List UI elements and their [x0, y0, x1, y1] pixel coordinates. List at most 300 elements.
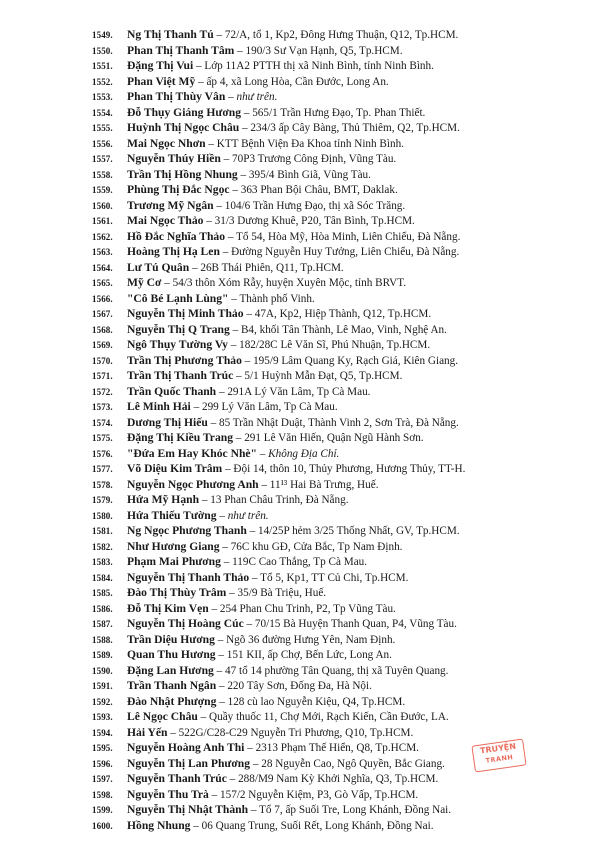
- entry-name: Trần Thị Thanh Trúc: [127, 369, 234, 382]
- entry-text: [127, 275, 406, 292]
- entry-name: Nguyễn Hoàng Anh Thi: [127, 741, 245, 754]
- entry-number: 1556.: [92, 138, 113, 149]
- list-item: [92, 601, 582, 617]
- list-item: [92, 539, 582, 555]
- entry-name: Đặng Thị Vui: [127, 59, 194, 72]
- entry-separator: –: [258, 478, 270, 491]
- entry-number: 1562.: [92, 231, 113, 242]
- entry-number: 1597.: [92, 774, 113, 784]
- entry-address: 14/25P hẻm 3/25 Thống Nhất, GV, Tp.HCM.: [257, 525, 460, 537]
- entry-separator: –: [233, 370, 245, 382]
- entry-separator: –: [229, 184, 241, 196]
- entry-text: [127, 105, 425, 122]
- entry-separator: –: [216, 509, 228, 522]
- entry-number: 1588.: [92, 634, 113, 645]
- entry-name: Lư Tú Quân: [127, 260, 190, 274]
- entry-address: 220 Tây Sơn, Đống Đa, Hà Nội.: [227, 680, 372, 692]
- entry-address: 72/A, tổ 1, Kp2, Đông Hưng Thuận, Q12, Tp.HCM.: [224, 29, 459, 41]
- list-item: [92, 554, 582, 570]
- entry-text: [127, 198, 405, 215]
- entry-separator: –: [237, 168, 249, 181]
- entry-name: Hoàng Thị Hạ Len: [127, 245, 220, 258]
- entry-separator: –: [227, 339, 240, 351]
- entry-address: 195/9 Lâm Quang Ky, Rạch Giá, Kiên Giang.: [253, 354, 459, 367]
- entry-text: [127, 554, 367, 571]
- entry-name: Trần Quốc Thanh: [127, 384, 217, 398]
- entry-text: [127, 616, 457, 633]
- entry-name: Hứa Thiếu Tường: [127, 508, 217, 522]
- list-item: [92, 182, 582, 198]
- entry-number: 1557.: [92, 154, 113, 164]
- entry-address: 104/6 Trần Hưng Đạo, thị xã Sóc Trăng.: [224, 199, 406, 212]
- entry-text: [127, 508, 269, 525]
- entry-text: [127, 43, 403, 60]
- entry-separator: –: [214, 633, 227, 646]
- entry-number: 1574.: [92, 417, 113, 428]
- entry-address: B4, khối Tân Thành, Lê Mao, Vinh, Nghệ An.: [240, 323, 447, 336]
- list-item: [92, 647, 582, 663]
- entry-number: 1575.: [92, 433, 113, 443]
- entry-text: [127, 415, 459, 432]
- entry-address: như trên.: [227, 509, 269, 522]
- entry-name: Trần Thị Hồng Nhung: [127, 167, 238, 181]
- entry-number: 1561.: [92, 216, 113, 226]
- list-item: [92, 523, 582, 539]
- entry-separator: –: [203, 215, 215, 227]
- entry-address: 47 tổ 14 phường Tân Quang, thị xã Tuyên Quang.: [225, 664, 449, 677]
- entry-separator: –: [190, 819, 202, 832]
- entry-number: 1576.: [92, 448, 113, 459]
- entry-address: 06 Quang Trung, Suối Rết, Long Khánh, Đồng Nai.: [201, 819, 434, 832]
- list-item: [92, 89, 582, 105]
- entry-address: Thành phố Vinh.: [239, 292, 315, 305]
- entry-text: [127, 229, 460, 246]
- entry-list: [92, 27, 582, 833]
- entry-address: 291A Lý Văn Lâm, Tp Cà Mau.: [227, 385, 371, 398]
- entry-text: [127, 477, 379, 494]
- entry-text: [127, 151, 396, 168]
- list-item: [92, 570, 582, 586]
- entry-text: [127, 399, 338, 416]
- entry-number: 1586.: [92, 603, 113, 614]
- entry-name: Trương Mỹ Ngân: [127, 198, 214, 212]
- entry-number: 1570.: [92, 355, 113, 366]
- entry-name: "Cô Bé Lạnh Lùng": [127, 291, 229, 305]
- entry-number: 1592.: [92, 696, 113, 707]
- entry-separator: –: [189, 261, 201, 274]
- entry-separator: –: [213, 29, 225, 41]
- entry-name: Trần Thị Phương Thảo: [127, 353, 242, 367]
- entry-separator: –: [205, 137, 217, 150]
- entry-address: Tổ 54, Hòa Mỹ, Hòa Minh, Liên Chiểu, Đà Nẵng.: [236, 230, 461, 243]
- entry-text: [127, 353, 458, 370]
- entry-text: [127, 120, 460, 137]
- entry-separator: –: [208, 788, 221, 801]
- list-item: [92, 306, 582, 322]
- entry-number: 1583.: [92, 557, 113, 567]
- entry-text: [127, 570, 408, 587]
- entry-number: 1580.: [92, 510, 113, 521]
- entry-text: [127, 694, 405, 711]
- entry-address: Không Địa Chỉ.: [268, 447, 340, 460]
- list-item: [92, 43, 582, 59]
- entry-text: [127, 430, 424, 447]
- entry-text: [127, 58, 434, 75]
- entry-name: Đặng Thị Kiều Trang: [127, 431, 233, 444]
- entry-number: 1579.: [92, 495, 113, 505]
- entry-name: Mai Ngọc Thảo: [127, 214, 204, 227]
- entry-text: [127, 647, 392, 664]
- entry-name: Nguyễn Thu Trà: [127, 787, 209, 801]
- entry-separator: –: [243, 618, 255, 630]
- entry-name: "Đứa Em Hay Khóc Nhè": [127, 446, 257, 460]
- list-item: [92, 818, 582, 834]
- entry-text: [127, 306, 431, 323]
- entry-name: Hồng Nhung: [127, 818, 191, 832]
- list-item: [92, 291, 582, 307]
- entry-address: ấp 4, xã Long Hòa, Cần Đước, Long An.: [206, 75, 389, 88]
- entry-separator: –: [220, 153, 233, 165]
- list-item: [92, 198, 582, 214]
- entry-number: 1581.: [92, 526, 113, 536]
- entry-address: Lớp 11A2 PTTH thị xã Ninh Bình, tỉnh Ninh Bình.: [204, 60, 434, 72]
- list-item: [92, 725, 582, 741]
- list-item: [92, 136, 582, 152]
- entry-text: [127, 27, 458, 44]
- entry-name: Ng Ngọc Phương Thanh: [127, 524, 247, 537]
- entry-name: Nguyễn Thị Nhật Thành: [127, 803, 249, 816]
- entry-name: Đặng Lan Hương: [127, 663, 214, 677]
- entry-separator: –: [226, 587, 238, 599]
- entry-text: [127, 182, 398, 199]
- entry-number: 1584.: [92, 572, 113, 583]
- entry-text: [127, 632, 395, 649]
- entry-name: Phùng Thị Đắc Ngọc: [127, 183, 230, 196]
- entry-text: [127, 446, 339, 463]
- entry-separator: –: [193, 60, 205, 72]
- entry-address: 151 KII, ấp Chợ, Bến Lức, Long An.: [226, 649, 392, 661]
- entry-text: [127, 601, 396, 618]
- entry-name: Phan Thị Thùy Vân: [127, 90, 226, 103]
- list-item: [92, 399, 582, 415]
- entry-address: Quầy thuốc 11, Chợ Mới, Rạch Kiến, Cần Đước, LA.: [209, 711, 449, 723]
- list-item: [92, 167, 582, 183]
- entry-address: 31/3 Dương Khuê, P20, Tân Bình, Tp.HCM.: [214, 215, 415, 227]
- entry-name: Nguyễn Ngọc Phương Anh: [127, 477, 259, 491]
- entry-name: Phan Thị Thanh Tâm: [127, 43, 235, 57]
- entry-number: 1550.: [92, 45, 113, 56]
- entry-address: 157/2 Nguyễn Kiệm, P3, Gò Vấp, Tp.HCM.: [220, 788, 419, 801]
- entry-number: 1549.: [92, 30, 113, 40]
- entry-name: Lê Ngọc Châu: [127, 710, 198, 723]
- entry-name: Ng Thị Thanh Tú: [127, 28, 214, 41]
- entry-address: 70/15 Bà Huyện Thanh Quan, P4, Vũng Tàu.: [254, 618, 457, 630]
- entry-name: Nguyễn Thị Hoàng Cúc: [127, 617, 244, 630]
- entry-separator: –: [225, 230, 237, 243]
- entry-number: 1593.: [92, 712, 113, 722]
- entry-name: Trần Diệu Hương: [127, 632, 215, 646]
- entry-text: [127, 384, 370, 401]
- entry-name: Nguyễn Thị Minh Thảo: [127, 307, 244, 320]
- entry-number: 1554.: [92, 107, 113, 118]
- list-item: [92, 27, 582, 43]
- entry-text: [127, 136, 404, 153]
- entry-address: 11¹³ Hai Bà Trưng, Huế.: [269, 478, 379, 491]
- entry-number: 1594.: [92, 727, 113, 738]
- entry-name: Đỗ Thị Kim Vẹn: [127, 601, 209, 615]
- entry-separator: –: [216, 695, 228, 708]
- entry-address: Ngõ 36 đường Hưng Yên, Nam Định.: [226, 633, 396, 646]
- entry-separator: –: [216, 680, 228, 692]
- entry-number: 1565.: [92, 278, 113, 288]
- entry-name: Võ Diệu Kim Trâm: [127, 462, 223, 475]
- entry-text: [127, 678, 372, 695]
- entry-address: 28 Nguyễn Cao, Ngô Quyền, Bắc Giang.: [261, 757, 445, 770]
- entry-address: 85 Trần Nhật Duật, Thành Vinh 2, Sơn Trà, Đà Nẵng.: [219, 416, 459, 429]
- entry-number: 1599.: [92, 805, 113, 815]
- entry-separator: –: [215, 649, 227, 661]
- entry-number: 1558.: [92, 169, 113, 180]
- list-item: [92, 244, 582, 260]
- entry-separator: –: [248, 804, 260, 816]
- entry-number: 1590.: [92, 665, 113, 676]
- entry-separator: –: [246, 525, 258, 537]
- list-item: [92, 632, 582, 648]
- entry-name: Đào Thị Thùy Trâm: [127, 586, 227, 599]
- list-item: [92, 213, 582, 229]
- entry-address: 47A, Kp2, Hiệp Thành, Q12, Tp.HCM.: [254, 308, 432, 320]
- entry-number: 1582.: [92, 541, 113, 552]
- entry-name: Mỹ Cơ: [127, 276, 162, 289]
- entry-separator: –: [239, 122, 251, 134]
- list-item: [92, 678, 582, 694]
- entry-text: [127, 771, 438, 788]
- list-item: [92, 694, 582, 710]
- entry-address: 13 Phan Châu Trinh, Đà Nẵng.: [210, 494, 349, 506]
- entry-number: 1587.: [92, 619, 113, 629]
- entry-separator: –: [197, 711, 210, 723]
- entry-number: 1564.: [92, 262, 113, 273]
- entry-separator: –: [208, 602, 220, 615]
- entry-text: [127, 322, 447, 339]
- entry-separator: –: [167, 726, 179, 739]
- entry-text: [127, 802, 451, 819]
- entry-address: 299 Lý Văn Lâm, Tp Cà Mau.: [201, 401, 338, 413]
- list-item: [92, 260, 582, 276]
- entry-separator: –: [222, 463, 234, 475]
- entry-address: 5/1 Huỳnh Mẫn Đạt, Q5, Tp.HCM.: [244, 370, 403, 382]
- list-item: [92, 663, 582, 679]
- entry-text: [127, 213, 415, 230]
- entry-name: Nguyễn Thúy Hiền: [127, 152, 221, 165]
- entry-name: Nguyễn Thanh Trúc: [127, 772, 227, 785]
- entry-address: 291 Lê Văn Hiến, Quận Ngũ Hành Sơn.: [244, 432, 424, 444]
- list-item: [92, 415, 582, 431]
- entry-text: [127, 337, 430, 354]
- entry-number: 1598.: [92, 789, 113, 800]
- entry-text: [127, 725, 413, 742]
- entry-text: [127, 523, 460, 540]
- entry-number: 1591.: [92, 681, 113, 691]
- entry-separator: –: [195, 75, 207, 88]
- entry-number: 1559.: [92, 185, 113, 195]
- entry-separator: –: [213, 664, 226, 677]
- list-item: [92, 585, 582, 601]
- entry-separator: –: [244, 742, 256, 754]
- list-item: [92, 508, 582, 524]
- entry-number: 1568.: [92, 324, 113, 335]
- entry-address: Đường Nguyễn Huy Tưởng, Liên Chiểu, Đà Nẵng.: [231, 246, 460, 258]
- entry-separator: –: [216, 385, 228, 398]
- entry-separator: –: [207, 416, 220, 429]
- entry-name: Huỳnh Thị Ngọc Châu: [127, 121, 240, 134]
- entry-address: 288/M9 Nam Kỳ Khởi Nghĩa, Q3, Tp.HCM.: [238, 773, 439, 785]
- entry-name: Đào Nhật Phượng: [127, 694, 217, 708]
- entry-number: 1553.: [92, 92, 113, 102]
- entry-separator: –: [241, 106, 253, 119]
- entry-name: Hứa Mỹ Hạnh: [127, 493, 200, 506]
- entry-separator: –: [219, 246, 232, 258]
- entry-separator: –: [229, 323, 241, 336]
- list-item: [92, 384, 582, 400]
- list-item: [92, 275, 582, 291]
- entry-name: Hồ Đắc Nghĩa Thảo: [127, 229, 226, 243]
- entry-name: Hải Yến: [127, 725, 168, 739]
- entry-number: 1566.: [92, 293, 113, 304]
- list-item: [92, 151, 582, 167]
- list-item: [92, 74, 582, 90]
- list-item: [92, 461, 582, 477]
- entry-name: Phạm Mai Phương: [127, 555, 221, 568]
- entry-text: [127, 368, 402, 385]
- entry-text: [127, 539, 402, 556]
- entry-separator: –: [234, 44, 246, 57]
- entry-text: [127, 291, 315, 308]
- entry-address: 35/9 Bà Triệu, Huế.: [237, 587, 327, 599]
- entry-address: 54/3 thôn Xóm Rẫy, huyện Xuyên Mộc, tỉnh BRVT.: [172, 277, 407, 289]
- entry-address: 565/1 Trần Hưng Đạo, Tp. Phan Thiết.: [252, 106, 426, 119]
- entry-text: [127, 244, 459, 261]
- entry-address: 395/4 Bình Giã, Vũng Tàu.: [248, 168, 371, 181]
- entry-address: 234/3 ấp Cây Bàng, Thủ Thiêm, Q2, Tp.HCM.: [250, 122, 460, 134]
- entry-address: 26B Thái Phiên, Q11, Tp.HCM.: [200, 261, 344, 274]
- entry-text: [127, 260, 344, 277]
- entry-address: 522G/C28-C29 Nguyễn Tri Phương, Q10, Tp.HCM.: [178, 726, 414, 739]
- list-item: [92, 337, 582, 353]
- list-item: [92, 802, 582, 818]
- entry-number: 1573.: [92, 402, 113, 412]
- entry-address: 119C Cao Thắng, Tp Cà Mau.: [232, 556, 368, 568]
- entry-number: 1600.: [92, 820, 113, 831]
- entry-separator: –: [243, 308, 255, 320]
- entry-address: 254 Phan Chu Trinh, P2, Tp Vũng Tàu.: [219, 602, 396, 615]
- entry-name: Nguyễn Thị Lan Phương: [127, 756, 251, 770]
- entry-separator: –: [241, 354, 254, 367]
- entry-number: 1567.: [92, 309, 113, 319]
- entry-text: [127, 663, 448, 680]
- entry-name: Ngô Thụy Tường Vy: [127, 338, 228, 351]
- list-item: [92, 368, 582, 384]
- entry-separator: –: [220, 556, 233, 568]
- list-item: [92, 616, 582, 632]
- entry-number: 1551.: [92, 61, 113, 71]
- entry-text: [127, 492, 349, 509]
- entry-address: Đội 14, thôn 10, Thủy Phương, Hương Thủy, TT-H.: [233, 463, 466, 475]
- stamp-text-2: TRANH: [485, 753, 514, 765]
- entry-separator: –: [199, 494, 211, 506]
- entry-separator: –: [250, 757, 262, 770]
- list-item: [92, 787, 582, 803]
- list-item: [92, 229, 582, 245]
- entry-name: Nguyễn Thị Thanh Thảo: [127, 570, 250, 584]
- entry-name: Dương Thị Hiếu: [127, 415, 208, 429]
- entry-address: 70P3 Trương Công Định, Vũng Tàu.: [232, 153, 397, 165]
- entry-separator: –: [219, 540, 231, 553]
- entry-name: Đỗ Thụy Giáng Hương: [127, 105, 242, 119]
- list-item: [92, 492, 582, 508]
- entry-number: 1569.: [92, 340, 113, 350]
- entry-text: [127, 167, 371, 184]
- entry-separator: –: [225, 91, 237, 103]
- list-item: [92, 709, 582, 725]
- list-item: [92, 353, 582, 369]
- entry-address: 190/3 Sư Vạn Hạnh, Q5, Tp.HCM.: [245, 44, 403, 57]
- entry-separator: –: [228, 292, 240, 305]
- entry-name: Trần Thanh Ngân: [127, 679, 217, 692]
- list-item: [92, 58, 582, 74]
- entry-text: [127, 585, 326, 602]
- entry-number: 1585.: [92, 588, 113, 598]
- entry-name: Nguyễn Thị Q Trang: [127, 322, 230, 336]
- entry-text: [127, 740, 419, 757]
- entry-number: 1578.: [92, 479, 113, 490]
- entry-name: Như Hương Giang: [127, 539, 220, 553]
- entry-separator: –: [213, 199, 225, 212]
- list-item: [92, 446, 582, 462]
- entry-text: [127, 461, 465, 478]
- entry-number: 1595.: [92, 743, 113, 753]
- list-item: [92, 322, 582, 338]
- stamp-text-1: TRUYỆN: [479, 741, 517, 756]
- entry-number: 1571.: [92, 371, 113, 381]
- entry-separator: –: [256, 447, 269, 460]
- entry-address: KTT Bệnh Viện Đa Khoa tỉnh Ninh Bình.: [216, 137, 404, 150]
- entry-address: 76C khu GĐ, Cửa Bắc, Tp Nam Định.: [230, 540, 403, 553]
- list-item: [92, 105, 582, 121]
- entry-number: 1552.: [92, 76, 113, 87]
- entry-text: [127, 787, 418, 804]
- entry-number: 1589.: [92, 650, 113, 660]
- entry-text: [127, 89, 277, 106]
- entry-separator: –: [226, 773, 239, 785]
- entry-text: [127, 74, 389, 91]
- entry-address: 363 Phan Bội Châu, BMT, Daklak.: [240, 184, 398, 196]
- entry-address: 2313 Phạm Thế Hiển, Q8, Tp.HCM.: [255, 742, 419, 754]
- entry-address: Tổ 5, Kp1, TT Củ Chi, Tp.HCM.: [260, 571, 409, 584]
- entry-separator: –: [190, 401, 202, 413]
- list-item: [92, 430, 582, 446]
- entry-address: Tổ 7, ấp Suối Tre, Long Khánh, Đồng Nai.: [259, 804, 452, 816]
- entry-number: 1555.: [92, 123, 113, 133]
- entry-address: 128 cù lao Nguyễn Kiệu, Q4, Tp.HCM.: [227, 695, 406, 708]
- entry-name: Phan Việt Mỹ: [127, 74, 196, 88]
- entry-name: Lê Minh Hải: [127, 400, 191, 413]
- list-item: [92, 771, 582, 787]
- entry-number: 1572.: [92, 386, 113, 397]
- entry-number: 1577.: [92, 464, 113, 474]
- list-item: [92, 477, 582, 493]
- entry-text: [127, 818, 434, 835]
